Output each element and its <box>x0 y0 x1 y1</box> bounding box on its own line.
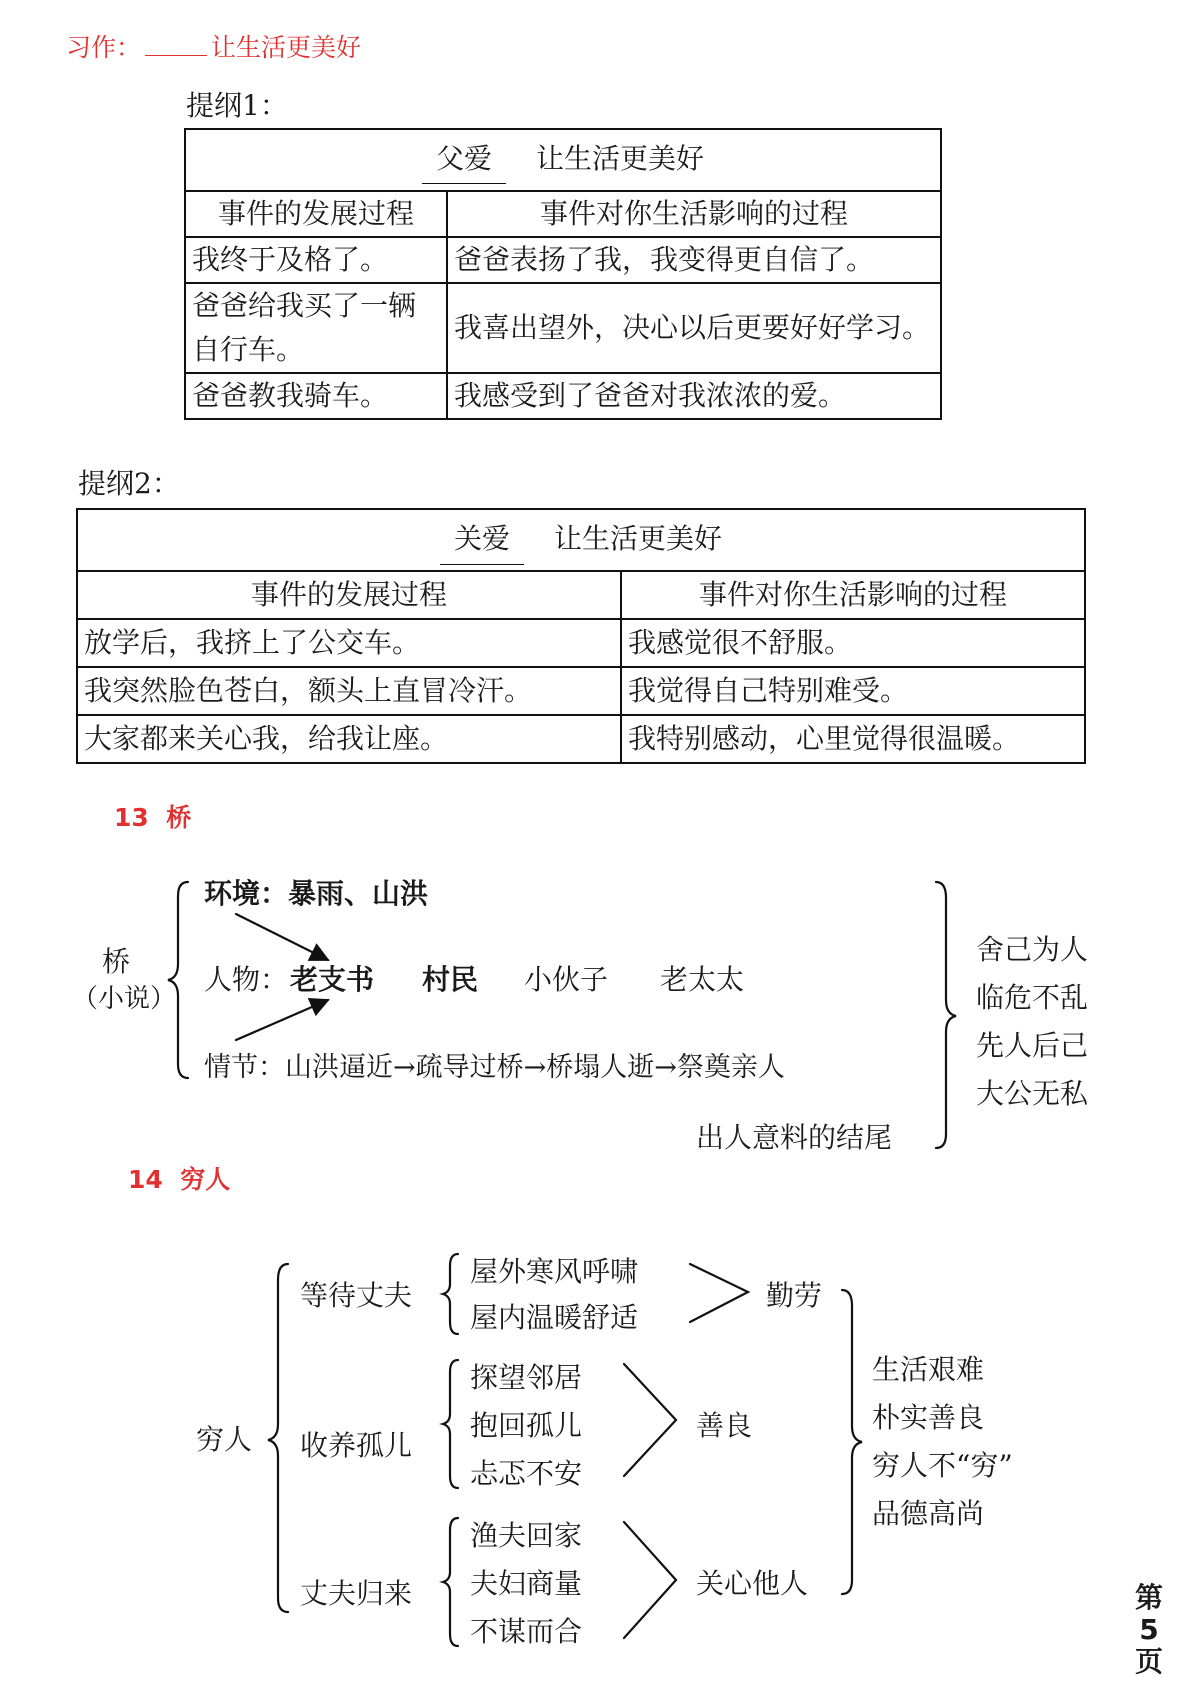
lesson13-environment: 环境：暴雨、山洪 <box>204 877 429 910</box>
outline1-cell: 我感受到了爸爸对我浓浓的爱。 <box>447 373 941 419</box>
lesson14-number: 14 <box>128 1165 163 1194</box>
right-brace <box>842 1290 862 1594</box>
essay-title: 让生活更美好 <box>211 33 362 62</box>
lesson14-summary: 穷人不“穷” <box>872 1449 1013 1482</box>
arrow-plot-to-characters <box>236 1000 328 1040</box>
lesson14-item: 屋外寒风呼啸 <box>470 1255 639 1288</box>
lesson14-item: 探望邻居 <box>470 1361 583 1394</box>
lesson14-title: 穷人 <box>180 1165 231 1194</box>
lesson14-trait: 关心他人 <box>696 1567 809 1600</box>
outline2-cell: 我突然脸色苍白，额头上直冒冷汗。 <box>77 667 621 715</box>
outline1-cell: 爸爸给我买了一辆自行车。 <box>185 283 447 373</box>
lesson13-character: 村民 <box>422 963 479 996</box>
lesson14-item: 不谋而合 <box>470 1615 583 1648</box>
outline1-header-process: 事件的发展过程 <box>185 191 447 237</box>
right-brace <box>936 882 956 1148</box>
lesson14-item: 抱回孤儿 <box>470 1409 583 1442</box>
lesson14-group-name: 等待丈夫 <box>300 1279 413 1312</box>
outline1-header-impact: 事件对你生活影响的过程 <box>447 191 941 237</box>
chevron-connector <box>624 1364 676 1476</box>
lesson13-ending: 出人意料的结尾 <box>696 1121 893 1154</box>
chevron-connector <box>690 1264 748 1322</box>
left-brace <box>443 1518 458 1646</box>
lesson13-theme: 大公无私 <box>976 1077 1089 1110</box>
outline2-cell: 放学后，我挤上了公交车。 <box>77 619 621 667</box>
lesson14-item: 渔夫回家 <box>470 1519 583 1552</box>
left-brace <box>168 882 188 1078</box>
arrow-environment-to-characters <box>236 914 328 960</box>
lesson13-character: 小伙子 <box>524 963 609 996</box>
lesson13-title: 桥 <box>166 803 192 832</box>
outline2-cell: 大家都来关心我，给我让座。 <box>77 715 621 763</box>
outline2-blank-word: 关爱 <box>440 516 524 565</box>
left-brace <box>443 1254 458 1334</box>
lesson14-summary: 生活艰难 <box>872 1353 985 1386</box>
left-brace <box>443 1360 458 1488</box>
lesson14-group-name: 收养孤儿 <box>300 1429 413 1462</box>
lesson14-item: 屋内温暖舒适 <box>470 1301 639 1334</box>
outline2-header-impact: 事件对你生活影响的过程 <box>621 571 1085 619</box>
lesson13-root: 桥 <box>102 945 131 978</box>
outline1-label: 提纲1： <box>186 89 288 122</box>
lesson14-summary: 品德高尚 <box>872 1497 985 1530</box>
outline1-blank-word: 父爱 <box>422 137 506 184</box>
lesson13-plot: 情节：山洪逼近→疏导过桥→桥塌人逝→祭奠亲人 <box>204 1052 785 1083</box>
lesson14-item: 夫妇商量 <box>470 1567 583 1600</box>
lesson13-character: 老太太 <box>660 963 745 996</box>
outline1-title: 让生活更美好 <box>536 141 705 175</box>
page-number: 第5页 <box>1134 1581 1163 1678</box>
lesson13-root-sub: （小说） <box>72 984 177 1014</box>
outline2-title: 让生活更美好 <box>554 521 723 555</box>
lesson13-theme: 先人后己 <box>976 1029 1089 1062</box>
outline1-cell: 爸爸表扬了我，我变得更自信了。 <box>447 237 941 283</box>
lesson14-trait: 勤劳 <box>766 1279 823 1312</box>
lesson14-item: 忐忑不安 <box>470 1457 583 1490</box>
lesson13-characters-label: 人物： <box>204 963 289 996</box>
lesson13-number: 13 <box>114 803 149 832</box>
lesson13-theme: 舍己为人 <box>976 933 1089 966</box>
chevron-connector <box>624 1522 676 1638</box>
outline2-label: 提纲2： <box>78 467 180 500</box>
outline1-cell: 爸爸教我骑车。 <box>185 373 447 419</box>
outline2-header-process: 事件的发展过程 <box>77 571 621 619</box>
outline2-cell: 我特别感动，心里觉得很温暖。 <box>621 715 1085 763</box>
lesson14-group-name: 丈夫归来 <box>300 1577 413 1610</box>
lesson13-character: 老支书 <box>290 963 375 996</box>
lesson14-trait: 善良 <box>696 1409 753 1442</box>
outline1-cell: 我终于及格了。 <box>185 237 447 283</box>
lesson14-root: 穷人 <box>196 1423 253 1456</box>
lesson14-summary: 朴实善良 <box>872 1401 985 1434</box>
outline2-cell: 我觉得自己特别难受。 <box>621 667 1085 715</box>
outline1-cell: 我喜出望外，决心以后更要好好学习。 <box>447 283 941 373</box>
outline2-cell: 我感觉很不舒服。 <box>621 619 1085 667</box>
essay-prefix: 习作： <box>66 33 142 62</box>
left-brace <box>268 1264 288 1612</box>
lesson13-theme: 临危不乱 <box>976 981 1089 1014</box>
